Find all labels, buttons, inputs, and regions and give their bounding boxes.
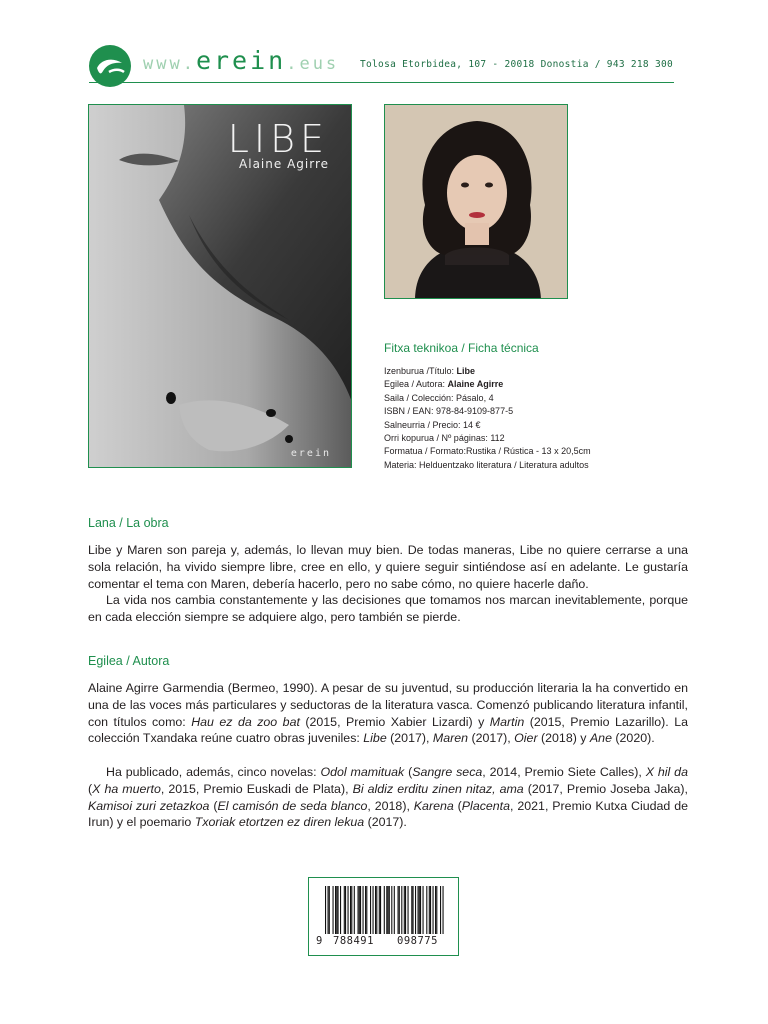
barcode-bar xyxy=(359,886,360,934)
text-run: ( xyxy=(209,798,218,813)
barcode-bar xyxy=(386,886,387,934)
work-paragraph-2: La vida nos cambia constantemente y las decisiones que tomamos nos marcan inevitablemente, porque en cada elección siempre se adquiere algo, pero también se pierde. xyxy=(88,593,688,624)
tech-row-value: Alaine Agirre xyxy=(447,379,504,390)
author-photo xyxy=(384,104,568,299)
barcode-bar xyxy=(426,886,427,934)
tech-sheet-list xyxy=(384,365,591,472)
tech-row-label: Orri kopurua / Nº páginas: xyxy=(384,433,491,444)
barcode-bar xyxy=(404,886,405,934)
text-run: (2015, Premio Xabier Lizardi) y xyxy=(299,714,490,729)
barcode-bar xyxy=(325,886,326,934)
barcode-digits-left: 788491 xyxy=(333,935,374,947)
tech-row-value: 112 xyxy=(490,433,505,444)
barcode-bar xyxy=(411,886,412,934)
tech-row-label: Izenburua /Título: xyxy=(384,366,457,376)
text-run: (2018) y xyxy=(537,731,590,746)
tech-row-label: Saila / Colección: xyxy=(384,392,457,403)
barcode-bar xyxy=(376,886,377,934)
text-run: , 2014, Premio Siete Calles), xyxy=(482,765,646,779)
barcode-bar xyxy=(389,886,390,934)
barcode-bar xyxy=(379,886,380,934)
barcode-bar xyxy=(329,886,330,934)
tech-row xyxy=(384,445,591,458)
barcode-bar xyxy=(399,886,400,934)
title-italic: Bi aldiz erditu zinen nitaz, ama xyxy=(352,781,524,796)
author-heading: Egilea / Autora xyxy=(88,654,170,668)
title-italic: Sangre seca xyxy=(412,765,483,779)
barcode-bar xyxy=(351,886,352,934)
barcode-bar xyxy=(363,886,364,934)
barcode-digit-lead: 9 xyxy=(316,935,323,947)
isbn-barcode xyxy=(308,877,459,956)
barcode-bar xyxy=(345,886,346,934)
text-run: (2015, Premio Lazarillo). La colección Txandaka reúne cuatro obras juveniles: xyxy=(88,714,688,746)
title-italic: Odol mamituak xyxy=(320,765,405,779)
text-run: (2017). xyxy=(364,815,407,830)
barcode-bar xyxy=(338,886,339,934)
site-brand: erein xyxy=(195,46,287,75)
barcode-bar xyxy=(380,886,381,934)
tech-row xyxy=(384,365,591,378)
website-url[interactable] xyxy=(143,46,339,79)
title-italic: Karena xyxy=(413,798,454,813)
text-run: ( xyxy=(404,765,413,779)
text-run: Ha publicado, además, cinco novelas: xyxy=(106,765,321,779)
barcode-bar xyxy=(408,886,409,934)
barcode-bar xyxy=(429,886,430,934)
barcode-bar xyxy=(336,886,337,934)
tech-sheet-heading: Fitxa teknikoa / Ficha técnica xyxy=(384,341,539,355)
title-italic: Kamisoi zuri zetazkoa xyxy=(88,798,210,813)
text-run: ( xyxy=(453,798,462,813)
barcode-bar xyxy=(373,886,374,934)
barcode-bar xyxy=(350,886,351,934)
tech-row xyxy=(384,378,591,391)
barcode-bar xyxy=(340,886,341,934)
barcode-bar xyxy=(348,886,349,934)
text-run: ( xyxy=(88,781,93,796)
text-run: (2017, Premio Joseba Jaka), xyxy=(523,781,688,796)
erein-logo-icon xyxy=(89,45,131,87)
tech-row-value: Pásalo, 4 xyxy=(456,392,494,403)
title-italic: El camisón de seda blanco xyxy=(217,798,368,813)
barcode-bar xyxy=(433,886,434,934)
barcode-bar xyxy=(413,886,414,934)
cover-publisher: erein xyxy=(290,448,331,459)
barcode-bar xyxy=(358,886,359,934)
barcode-bar xyxy=(333,886,334,934)
barcode-bar xyxy=(419,886,420,934)
work-paragraph-1: Libe y Maren son pareja y, además, lo llevan muy bien. De todas maneras, Libe no quiere cerrarse a una sola relación, ha vivido siempre libre, cree en ello, y quiere seguir sintiéndose así en adelante. Le gustaría comentar el tema con Maren, debería hacerlo, pero no sabe cómo, no quiere hacerle daño. xyxy=(88,543,688,591)
author-paragraph-2 xyxy=(88,764,688,831)
author-paragraph-1 xyxy=(88,680,688,747)
tech-row xyxy=(384,419,591,432)
header-divider xyxy=(89,82,674,83)
barcode-bar xyxy=(370,886,371,934)
tech-row-label: Egilea / Autora: xyxy=(384,379,448,390)
site-prefix: www. xyxy=(143,54,196,74)
text-run: , 2018), xyxy=(367,798,414,813)
barcode-bar xyxy=(394,886,395,934)
barcode-bar xyxy=(354,886,355,934)
title-italic: Libe xyxy=(363,731,387,746)
barcode-bar xyxy=(366,886,367,934)
text-run: Alaine Agirre Garmendia (Bermeo, 1990). A pesar de su juventud, su producción literaria la ha convertido en una de las voces más particulares y seductoras de la literatura vasca. Comenzó publicando literatura infantil, con títulos como: xyxy=(88,681,688,729)
barcode-bar xyxy=(435,886,436,934)
barcode-bar xyxy=(418,886,419,934)
barcode-digits-right: 098775 xyxy=(397,935,438,947)
tech-row-value: 978-84-9109-877-5 xyxy=(436,406,514,417)
barcode-bar xyxy=(415,886,416,934)
title-italic: Martin xyxy=(489,714,525,729)
barcode-bar xyxy=(436,886,437,934)
barcode-bar xyxy=(344,886,345,934)
barcode-bar xyxy=(365,886,366,934)
tech-row-label: ISBN / EAN: xyxy=(384,406,437,417)
tech-row xyxy=(384,459,591,472)
cover-author: Alaine Agirre xyxy=(239,157,329,171)
barcode-bar xyxy=(335,886,336,934)
barcode-bar xyxy=(430,886,431,934)
tech-row-value: Libe xyxy=(456,366,476,376)
site-suffix: .eus xyxy=(286,54,340,74)
barcode-bar xyxy=(328,886,329,934)
title-italic: Oier xyxy=(514,731,538,746)
text-run: , 2021, Premio Kutxa Ciudad de Irun) y el poemario xyxy=(88,798,688,830)
tech-row-value: Rustika / Rústica - 13 x 20,5cm xyxy=(466,446,591,457)
barcode-bar xyxy=(391,886,392,934)
tech-row-value: 14 € xyxy=(463,419,481,430)
tech-row-label: Salneurria / Precio: xyxy=(384,419,464,430)
title-italic: X ha muerto xyxy=(92,781,161,796)
tech-row xyxy=(384,432,591,445)
barcode-bar xyxy=(423,886,424,934)
work-heading: Lana / La obra xyxy=(88,516,169,530)
text-run: (2017), xyxy=(386,731,433,746)
tech-row xyxy=(384,405,591,418)
barcode-bar xyxy=(420,886,421,934)
tech-row-label: Materia: xyxy=(384,459,420,470)
barcode-bar xyxy=(360,886,361,934)
publisher-address: Tolosa Etorbidea, 107 - 20018 Donostia / 943 218 300 xyxy=(360,59,674,70)
barcode-bar xyxy=(384,886,385,934)
tech-row-value: Helduentzako literatura / Literatura adultos xyxy=(419,459,589,470)
title-italic: Placenta xyxy=(461,798,511,813)
barcode-bar xyxy=(401,886,402,934)
book-cover xyxy=(88,104,352,468)
barcode-bar xyxy=(375,886,376,934)
barcode-bar xyxy=(388,886,389,934)
text-run: (2017), xyxy=(468,731,515,746)
tech-row-label: Formatua / Formato: xyxy=(384,446,467,457)
title-italic: Maren xyxy=(432,731,468,746)
text-run: (2020). xyxy=(611,731,655,746)
title-italic: Txoriak etortzen ez diren lekua xyxy=(194,815,365,830)
barcode-bar xyxy=(405,886,406,934)
cover-title: LIBE xyxy=(227,117,329,161)
text-run: , 2015, Premio Euskadi de Plata), xyxy=(160,781,353,796)
title-italic: Ane xyxy=(589,731,612,746)
barcode-bar xyxy=(440,886,441,934)
title-italic: Hau ez da zoo bat xyxy=(191,714,300,729)
tech-row xyxy=(384,392,591,405)
barcode-bar xyxy=(398,886,399,934)
barcode-bar xyxy=(443,886,444,934)
title-italic: X hil da xyxy=(645,765,688,779)
